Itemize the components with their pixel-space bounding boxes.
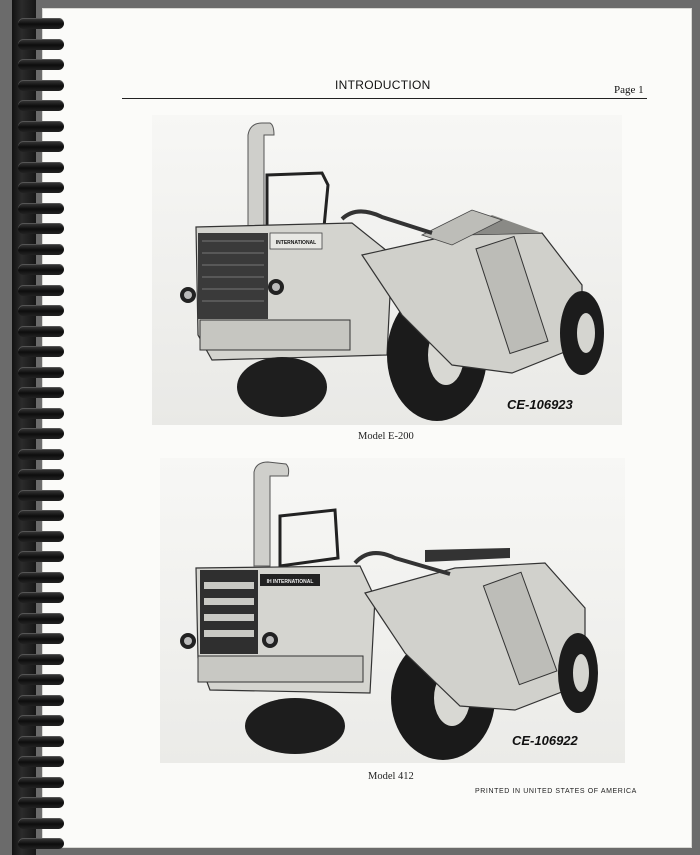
binding-coil (18, 797, 64, 808)
machine-decal: INTERNATIONAL (275, 240, 317, 246)
binding-coil (18, 654, 64, 665)
binding-coil (18, 469, 64, 480)
binding-coil (18, 777, 64, 788)
binding-coil (18, 264, 64, 275)
binding-coil (18, 715, 64, 726)
binding-coil (18, 305, 64, 316)
header-rule (122, 98, 647, 99)
binding-coil (18, 121, 64, 132)
binding-coil (18, 59, 64, 70)
binding-coil (18, 449, 64, 460)
scraper-photo-e200 (152, 115, 622, 425)
machine-decal: IH INTERNATIONAL (266, 579, 314, 585)
spiral-binding (6, 0, 66, 855)
figure-caption: Model E-200 (358, 431, 414, 442)
binding-coil (18, 244, 64, 255)
binding-coil (18, 551, 64, 562)
binding-coil (18, 18, 64, 29)
binding-coil (18, 141, 64, 152)
binding-coil (18, 818, 64, 829)
binding-coil (18, 531, 64, 542)
binding-coil (18, 223, 64, 234)
print-imprint: PRINTED IN UNITED STATES OF AMERICA (475, 788, 637, 795)
binding-coil (18, 346, 64, 357)
photo-id-label: CE-106922 (512, 733, 578, 748)
binding-coil (18, 838, 64, 849)
binding-coil (18, 80, 64, 91)
binding-coil (18, 387, 64, 398)
binding-coil (18, 674, 64, 685)
figure-caption: Model 412 (368, 771, 414, 782)
binding-coil (18, 490, 64, 501)
photo-id-label: CE-106923 (507, 397, 573, 412)
binding-coil (18, 408, 64, 419)
page-title: INTRODUCTION (335, 78, 431, 92)
binding-coil (18, 182, 64, 193)
binding-coil (18, 162, 64, 173)
binding-coil (18, 326, 64, 337)
binding-coil (18, 100, 64, 111)
binding-coil (18, 736, 64, 747)
binding-coil (18, 203, 64, 214)
binding-coil (18, 285, 64, 296)
binding-coil (18, 572, 64, 583)
binding-coil (18, 39, 64, 50)
binding-coil (18, 510, 64, 521)
scraper-illustration (160, 458, 625, 763)
binding-coil (18, 613, 64, 624)
page-number: Page 1 (614, 84, 644, 96)
scraper-illustration (152, 115, 622, 425)
binding-coil (18, 592, 64, 603)
binding-coil (18, 367, 64, 378)
scraper-photo-412 (160, 458, 625, 763)
binding-coil (18, 695, 64, 706)
binding-coil (18, 756, 64, 767)
binding-coil (18, 428, 64, 439)
binding-coil (18, 633, 64, 644)
